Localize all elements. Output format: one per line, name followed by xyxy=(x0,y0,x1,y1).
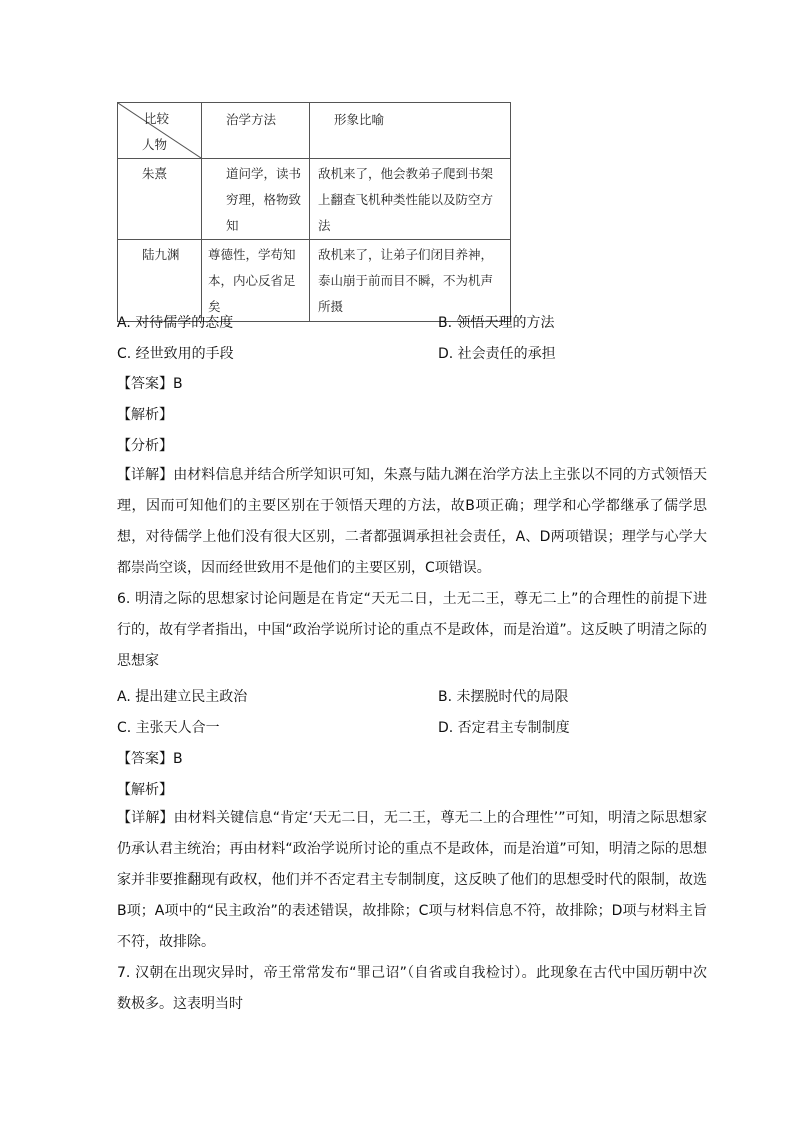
table-row xyxy=(118,159,511,240)
q5-fenxi-label: 【分析】 xyxy=(117,438,173,454)
header-metaphor: 形象比喻 xyxy=(334,112,385,127)
table-corner-cell xyxy=(118,103,202,159)
header-method: 治学方法 xyxy=(226,112,277,127)
header-compare: 比较 xyxy=(144,111,170,126)
person-cell xyxy=(118,240,202,322)
q6-option-c: C. 主张天人合一 xyxy=(117,720,220,736)
q5-detail-text: 由材料信息并结合所学知识可知，朱熹与陆九渊在治学方法上主张以不同的方式领悟天理，因而可知他们的主要区别在于领悟天理的方法，故B项正确；理学和心学都继承了儒学思想，对待儒学上他们没有很大区别，二者都强调承担社会责任，A、D两项错误；理学与心学大都崇尚空谈，因而经世致用不是他们的主要区别，C项错误。 xyxy=(117,467,708,576)
metaphor-text: 敌机来了，让弟子们闭目养神，泰山崩于前而目不瞬，不为机声所摄 xyxy=(318,247,494,314)
q6-option-d: D. 否定君主专制制度 xyxy=(438,720,570,736)
metaphor-text: 敌机来了，他会教弟子爬到书架上翻查飞机种类性能以及防空方法 xyxy=(318,166,494,233)
person-cell xyxy=(118,159,202,240)
method-cell xyxy=(202,240,310,322)
comparison-table xyxy=(117,102,511,322)
q6-detail xyxy=(117,803,707,958)
method-text: 道问学，读书穷理，格物致知 xyxy=(226,166,302,233)
q5-option-d: D. 社会责任的承担 xyxy=(438,346,556,362)
method-text: 尊德性，学苟知本，内心反省足矣 xyxy=(208,247,296,314)
q5-analysis-label: 【解析】 xyxy=(117,407,173,423)
q5-detail-label: 【详解】 xyxy=(117,467,174,483)
q6-analysis-label: 【解析】 xyxy=(117,782,173,798)
q6-detail-label: 【详解】 xyxy=(117,810,174,826)
q5-option-b: B. 领悟天理的方法 xyxy=(438,315,555,331)
person-name: 陆九渊 xyxy=(142,247,180,262)
q6-detail-text: 由材料关键信息“肯定‘天无二日，无二王，尊无二上的合理性’”可知，明清之际思想家仍承认君主统治；再由材料“政治学说所讨论的重点不是政体，而是治道”可知，明清之际的思想家并非要推翻现有政权，他们并不否定君主专制制度，这反映了他们的思想受时代的限制，故选B项；A项中的“民主政治”的表述错误，故排除；C项与材料信息不符，故排除；D项与材料主旨不符，故排除。 xyxy=(117,810,708,950)
header-method-cell xyxy=(202,103,310,159)
person-name: 朱熹 xyxy=(142,166,168,181)
q7-stem: 7. 汉朝在出现灾异时，帝王常常发布“罪己诏”（自省或自我检讨）。此现象在古代中国历朝中次数极多。这表明当时 xyxy=(117,965,707,1012)
table-row xyxy=(118,240,511,322)
header-metaphor-cell xyxy=(310,103,511,159)
q5-option-a: A. 对待儒学的态度 xyxy=(117,315,234,331)
q5-answer: 【答案】B xyxy=(117,376,183,392)
q6-answer: 【答案】B xyxy=(117,751,183,767)
metaphor-cell xyxy=(310,240,511,322)
q6-option-a: A. 提出建立民主政治 xyxy=(117,689,248,705)
method-cell xyxy=(202,159,310,240)
q5-option-c: C. 经世致用的手段 xyxy=(117,346,234,362)
header-person: 人物 xyxy=(142,137,168,152)
metaphor-cell xyxy=(310,159,511,240)
q5-detail xyxy=(117,460,707,584)
q6-option-b: B. 未摆脱时代的局限 xyxy=(438,689,569,705)
q6-stem: 6. 明清之际的思想家讨论问题是在肯定“天无二日，土无二王，尊无二上”的合理性的前提下进行的，故有学者指出，中国“政治学说所讨论的重点不是政体，而是治道”。这反映了明清之际的思想家 xyxy=(117,591,707,669)
